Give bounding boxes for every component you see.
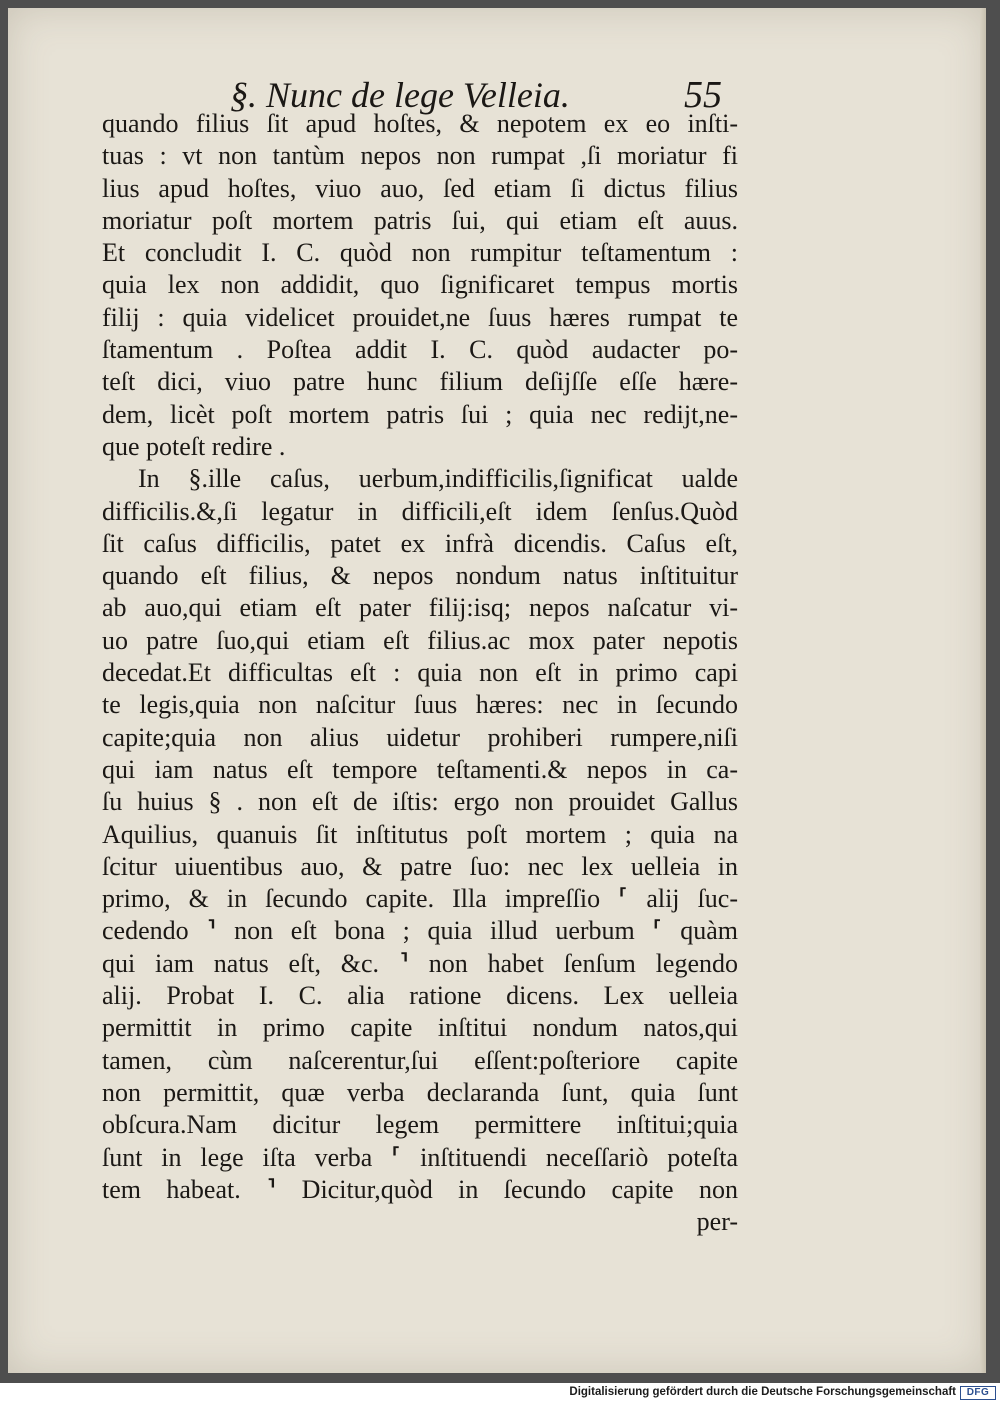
digitization-footer (0, 1383, 1000, 1404)
text-line: qui iam natus eſt, &c. ⸣ non habet ſenſum legendo (102, 948, 738, 978)
dfg-logo: DFG (960, 1386, 996, 1400)
text-line: capite;quia non alius uidetur prohiberi rumpere,niſi (102, 722, 738, 752)
text-block (102, 108, 738, 1238)
text-line: alij. Probat I. C. alia ratione dicens. Lex uelleia (102, 981, 738, 1011)
text-line: qui iam natus eſt tempore teſtamenti.& nepos in ca- (102, 754, 738, 784)
page-number: 55 (684, 74, 722, 116)
text-line: ſtamentum . Poſtea addit I. C. quòd audacter po- (102, 335, 738, 365)
text-line: quando eſt filius, & nepos nondum natus inſtituitur (102, 561, 738, 591)
text-line: dem, licèt poſt mortem patris ſui ; quia nec redijt,ne- (102, 399, 738, 429)
text-line: ſcitur uiuentibus auo, & patre ſuo: nec lex uelleia in (102, 851, 738, 881)
text-line: difficilis.&,ſi legatur in difficili,eſt idem ſenſus.Quòd (102, 496, 738, 526)
text-line: cedendo ⸣ non eſt bona ; quia illud uerbum ⸢ quàm (102, 916, 738, 946)
text-line: permittit in primo capite inſtitui nondum natos,qui (102, 1013, 738, 1043)
text-line: ab auo,qui etiam eſt pater filij:isq; nepos naſcatur vi- (102, 593, 738, 623)
text-line: ſu huius § . non eſt de iſtis: ergo non prouidet Gallus (102, 787, 738, 817)
text-line: quia lex non addidit, quo ſignificaret tempus mortis (102, 270, 738, 300)
text-line: moriatur poſt mortem patris ſui, qui etiam eſt auus. (102, 205, 738, 235)
text-line: teſt dici, viuo patre hunc filium deſijſſe eſſe hære- (102, 367, 738, 397)
running-head-title: §. Nunc de lege Velleia. (230, 75, 570, 115)
text-line: tem habeat. ⸣ Dicitur,quòd in ſecundo capite non (102, 1174, 738, 1204)
paragraph-start-line: In §.ille caſus, uerbum,indifficilis,ſignificat ualde (138, 464, 738, 494)
text-line: filij : quia videlicet prouidet,ne ſuus hæres rumpat te (102, 302, 738, 332)
text-line: uo patre ſuo,qui etiam eſt filius.ac mox pater nepotis (102, 625, 738, 655)
text-line: primo, & in ſecundo capite. Illa impreſſio ⸢ alij ſuc- (102, 884, 738, 914)
text-line: non permittit, quæ verba declaranda ſunt, quia ſunt (102, 1077, 738, 1107)
text-line: tamen, cùm naſcerentur,ſui eſſent:poſteriore capite (102, 1045, 738, 1075)
funding-credit: Digitalisierung gefördert durch die Deutsche Forschungsgemeinschaft (569, 1386, 956, 1398)
text-line: ſit caſus difficilis, patet ex infrà dicendis. Caſus eſt, (102, 528, 738, 558)
text-line: lius apud hoſtes, viuo auo, ſed etiam ſi dictus filius (102, 173, 738, 203)
text-line: obſcura.Nam dicitur legem permittere inſtitui;quia (102, 1110, 738, 1140)
text-line: tuas : vt non tantùm nepos non rumpat ,ſi moriatur fi (102, 141, 738, 171)
text-line: quando filius ſit apud hoſtes, & nepotem ex eo inſti- (102, 109, 738, 138)
catchword: per- (696, 1207, 738, 1237)
text-line: que poteſt redire . (102, 431, 286, 461)
text-line: Et concludit I. C. quòd non rumpitur teſtamentum : (102, 238, 738, 268)
text-line: te legis,quia non naſcitur ſuus hæres: nec in ſecundo (102, 690, 738, 720)
page-edge (980, 8, 986, 1373)
text-line: decedat.Et difficultas eſt : quia non eſt in primo capi (102, 658, 738, 688)
book-page (8, 8, 986, 1373)
text-line: ſunt in lege iſta verba ⸢ inſtituendi neceſſariò poteſta (102, 1142, 738, 1172)
text-line: Aquilius, quanuis ſit inſtitutus poſt mortem ; quia na (102, 819, 738, 849)
